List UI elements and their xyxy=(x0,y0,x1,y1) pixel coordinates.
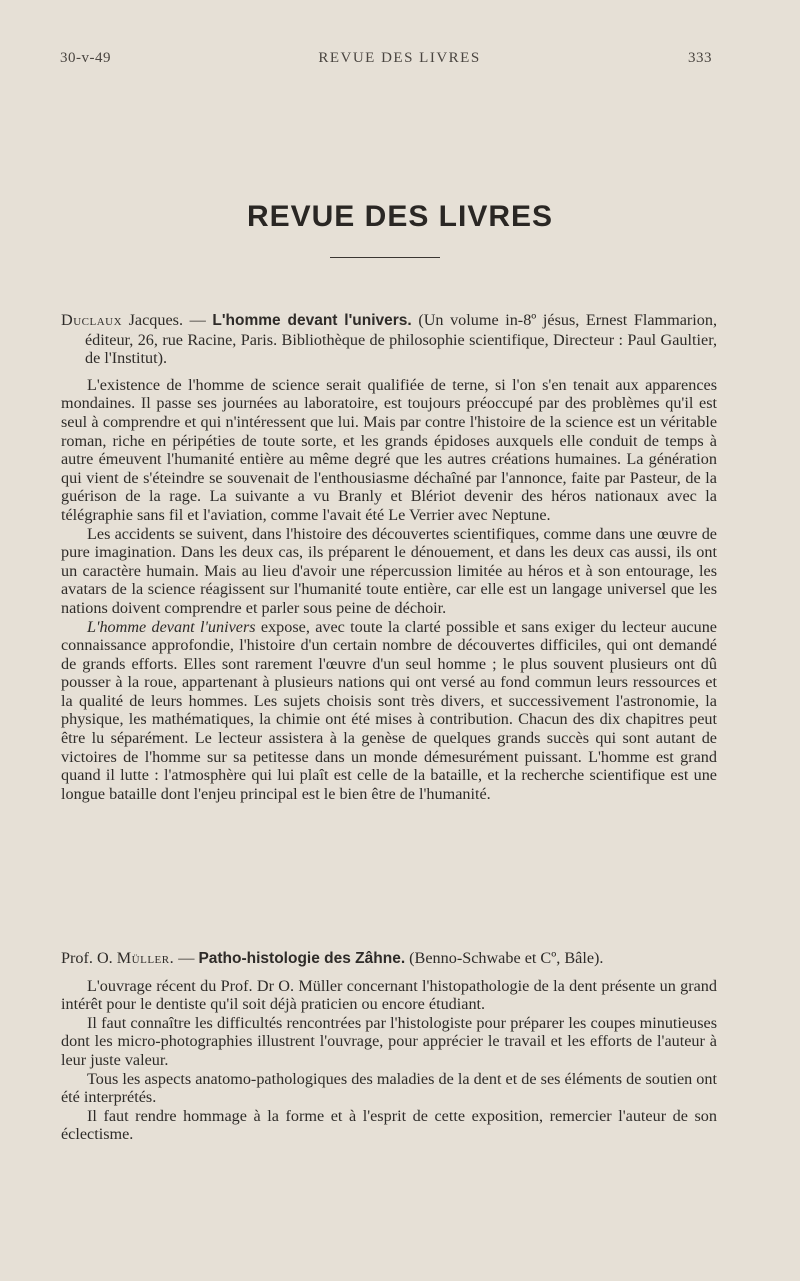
publication-info: (Benno-Schwabe et Cº, Bâle). xyxy=(405,949,604,967)
italic-book-title: L'homme devant l'univers xyxy=(87,617,256,636)
review-paragraph: Tous les aspects anatomo-pathologiques des maladies de la dent et de ses éléments de soutien ont été interprétés. xyxy=(61,1069,717,1107)
issue-date: 30-v-49 xyxy=(60,50,111,66)
review-heading xyxy=(61,949,717,969)
review-paragraph: L'existence de l'homme de science serait qualifiée de terne, si l'on s'en tenait aux apparences mondaines. Il passe ses journées au laboratoire, est toujours préoccupé par des problèmes qu'il est seul à comprendre et qui n'intéressent que lui. Mais par contre l'histoire de la science est un véritable roman, riche en péripéties de toute sorte, et les grands épidoses auxquels elle conduit de temps à autre émeuvent l'humanité entière au même degré que les autres créations humaines. La génération qui vient de s'éteindre se souvenait de l'enthousiasme déchaîné par l'annonce, faite par Pasteur, de la guérison de la rage. La suivante a vu Branly et Blériot devenir des héros nationaux avec la télégraphie sans fil et l'aviation, comme l'avait été Le Verrier avec Neptune. xyxy=(61,375,717,524)
book-title: Patho-histologie des Zâhne. xyxy=(198,950,406,967)
dash: — xyxy=(174,949,199,967)
review-muller xyxy=(61,949,717,1144)
page-number: 333 xyxy=(688,50,712,66)
running-section-title: REVUE DES LIVRES xyxy=(318,50,481,66)
author-prefix: Prof. O. xyxy=(61,949,117,967)
dash: — xyxy=(183,311,213,329)
review-heading xyxy=(61,311,717,368)
author-given-name: Jacques. xyxy=(128,311,184,329)
review-paragraph: Les accidents se suivent, dans l'histoire des découvertes scientifiques, comme dans une œuvre de pure imagination. Dans les deux cas, ils préparent le dénouement, et dans les deux cas aussi, ils ont un caractère humain. Mais au lieu d'avoir une répercussion limitée au héros et à son entourage, les avatars de la science réagissent sur l'humanité toute entière, car elle est un langage universel que les nations doivent comprendre et parler sous peine de déchoir. xyxy=(61,524,717,617)
author-surname: Duclaux xyxy=(61,311,123,329)
book-title: L'homme devant l'univers. xyxy=(212,312,412,329)
page-title: REVUE DES LIVRES xyxy=(246,200,554,233)
running-head xyxy=(60,50,712,67)
author-surname: Müller. xyxy=(116,949,175,967)
review-paragraph-closing xyxy=(61,618,717,804)
review-paragraph: Il faut connaître les difficultés rencontrées par l'histologiste pour préparer les coupes minutieuses dont les micro-photographies illustrent l'ouvrage, pour apprécier le travail et les efforts de l'auteur à leur juste valeur. xyxy=(61,1013,717,1069)
publication-info: (Un volume in-8º jésus, Ernest Flammarion, éditeur, 26, rue Racine, Paris. Bibliothèque de philosophie scientifique, Directeur : Paul Gaultier, de l'Institut). xyxy=(85,311,718,368)
review-paragraph: L'ouvrage récent du Prof. Dr O. Müller concernant l'histopathologie de la dent présente un grand intérêt pour le dentiste qu'il soit déjà praticien ou encore étudiant. xyxy=(61,976,717,1014)
review-duclaux xyxy=(61,311,717,803)
closing-text: expose, avec toute la clarté possible et sans exiger du lecteur aucune connaissance approfondie, l'histoire d'un certain nombre de découvertes difficiles, qui ont demandé de grands efforts. Elles sont rarement l'œuvre d'un seul homme ; le plus souvent plusieurs ont dû pousser à la roue, appartenant à plusieurs nations qui ont versé au fond commun leurs ressources et la qualité de leurs hommes. Les sujets choisis sont très divers, et successivement l'astronomie, la physique, les mathématiques, la chimie ont été mises à contribution. Chacun des dix chapitres peut être lu séparément. Le lecteur assistera à la genèse de quelques grands succès qui sont autant de victoires de l'homme sur sa petitesse dans un monde démesurément puissant. L'homme est grand quand il lutte : l'atmosphère qui lui plaît est celle de la bataille, et la recherche scientifique est une longue bataille dont l'enjeu principal est le bien être de l'humanité. xyxy=(61,617,717,803)
title-divider xyxy=(330,257,440,258)
review-paragraph: Il faut rendre hommage à la forme et à l'esprit de cette exposition, remercier l'auteur de son éclectisme. xyxy=(61,1106,717,1144)
